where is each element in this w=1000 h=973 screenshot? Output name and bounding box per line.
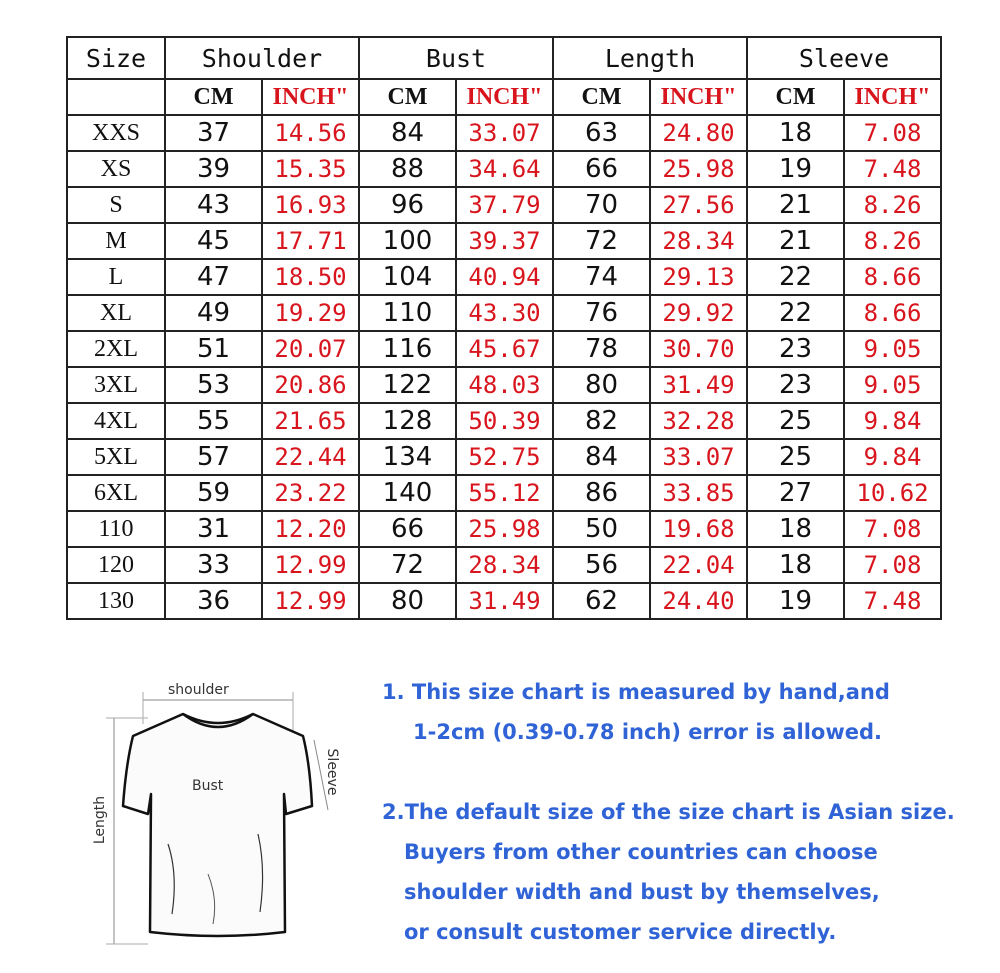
cm-value-cell: 33: [165, 547, 262, 583]
cm-value-cell: 27: [747, 475, 844, 511]
group-header-row: [67, 37, 941, 79]
inch-value-cell: 12.20: [262, 511, 359, 547]
tshirt-diagram: [88, 674, 348, 964]
table-row: [67, 115, 941, 151]
cm-value-cell: 36: [165, 583, 262, 619]
cm-value-cell: 22: [747, 259, 844, 295]
inch-value-cell: 29.13: [650, 259, 747, 295]
inch-value-cell: 9.84: [844, 439, 941, 475]
cm-value-cell: 25: [747, 403, 844, 439]
inch-value-cell: 18.50: [262, 259, 359, 295]
unit-header-blank: [67, 79, 165, 115]
cm-value-cell: 110: [359, 295, 456, 331]
inch-value-cell: 48.03: [456, 367, 553, 403]
cm-value-cell: 23: [747, 367, 844, 403]
shoulder-inch-header: INCH": [262, 79, 359, 115]
size-cell: 130: [67, 583, 165, 619]
size-cell: M: [67, 223, 165, 259]
inch-value-cell: 8.26: [844, 187, 941, 223]
inch-value-cell: 55.12: [456, 475, 553, 511]
size-cell: XXS: [67, 115, 165, 151]
cm-value-cell: 21: [747, 223, 844, 259]
inch-value-cell: 24.40: [650, 583, 747, 619]
inch-value-cell: 40.94: [456, 259, 553, 295]
inch-value-cell: 17.71: [262, 223, 359, 259]
cm-value-cell: 78: [553, 331, 650, 367]
cm-value-cell: 18: [747, 511, 844, 547]
inch-value-cell: 28.34: [650, 223, 747, 259]
cm-value-cell: 62: [553, 583, 650, 619]
table-row: [67, 511, 941, 547]
table-row: [67, 259, 941, 295]
length-inch-header: INCH": [650, 79, 747, 115]
cm-value-cell: 43: [165, 187, 262, 223]
size-cell: L: [67, 259, 165, 295]
bust-cm-header: CM: [359, 79, 456, 115]
cm-value-cell: 66: [553, 151, 650, 187]
size-cell: 120: [67, 547, 165, 583]
inch-value-cell: 50.39: [456, 403, 553, 439]
length-header: Length: [553, 37, 747, 79]
table-row: [67, 151, 941, 187]
inch-value-cell: 20.86: [262, 367, 359, 403]
diagram-sleeve-label: Sleeve: [324, 748, 340, 796]
inch-value-cell: 27.56: [650, 187, 747, 223]
diagram-bust-label: Bust: [192, 778, 224, 794]
cm-value-cell: 49: [165, 295, 262, 331]
table-row: [67, 439, 941, 475]
inch-value-cell: 19.68: [650, 511, 747, 547]
inch-value-cell: 23.22: [262, 475, 359, 511]
cm-value-cell: 100: [359, 223, 456, 259]
cm-value-cell: 23: [747, 331, 844, 367]
inch-value-cell: 52.75: [456, 439, 553, 475]
inch-value-cell: 34.64: [456, 151, 553, 187]
cm-value-cell: 84: [553, 439, 650, 475]
inch-value-cell: 22.44: [262, 439, 359, 475]
size-header: Size: [67, 37, 165, 79]
cm-value-cell: 18: [747, 115, 844, 151]
inch-value-cell: 9.05: [844, 367, 941, 403]
inch-value-cell: 33.85: [650, 475, 747, 511]
bust-header: Bust: [359, 37, 553, 79]
inch-value-cell: 12.99: [262, 547, 359, 583]
size-cell: 5XL: [67, 439, 165, 475]
diagram-shoulder-label: shoulder: [168, 682, 229, 698]
cm-value-cell: 47: [165, 259, 262, 295]
size-cell: 6XL: [67, 475, 165, 511]
cm-value-cell: 140: [359, 475, 456, 511]
inch-value-cell: 21.65: [262, 403, 359, 439]
note-line-2: 1-2cm (0.39-0.78 inch) error is allowed.: [413, 720, 882, 744]
cm-value-cell: 59: [165, 475, 262, 511]
inch-value-cell: 12.99: [262, 583, 359, 619]
unit-header-row: [67, 79, 941, 115]
tshirt-outline: [88, 674, 348, 964]
inch-value-cell: 32.28: [650, 403, 747, 439]
cm-value-cell: 55: [165, 403, 262, 439]
table-row: [67, 187, 941, 223]
sleeve-inch-header: INCH": [844, 79, 941, 115]
note-line-4: Buyers from other countries can choose: [404, 840, 878, 864]
note-line-6: or consult customer service directly.: [404, 920, 837, 944]
cm-value-cell: 96: [359, 187, 456, 223]
size-cell: XS: [67, 151, 165, 187]
cm-value-cell: 128: [359, 403, 456, 439]
size-cell: XL: [67, 295, 165, 331]
inch-value-cell: 10.62: [844, 475, 941, 511]
cm-value-cell: 80: [359, 583, 456, 619]
bust-inch-header: INCH": [456, 79, 553, 115]
cm-value-cell: 82: [553, 403, 650, 439]
inch-value-cell: 20.07: [262, 331, 359, 367]
table-row: [67, 367, 941, 403]
inch-value-cell: 45.67: [456, 331, 553, 367]
cm-value-cell: 19: [747, 151, 844, 187]
inch-value-cell: 15.35: [262, 151, 359, 187]
cm-value-cell: 66: [359, 511, 456, 547]
inch-value-cell: 9.84: [844, 403, 941, 439]
table-row: [67, 583, 941, 619]
size-cell: 4XL: [67, 403, 165, 439]
inch-value-cell: 31.49: [456, 583, 553, 619]
cm-value-cell: 122: [359, 367, 456, 403]
cm-value-cell: 72: [359, 547, 456, 583]
inch-value-cell: 16.93: [262, 187, 359, 223]
note-line-1: 1. This size chart is measured by hand,and: [382, 680, 890, 704]
note-line-3: 2.The default size of the size chart is Asian size.: [382, 800, 955, 824]
cm-value-cell: 31: [165, 511, 262, 547]
cm-value-cell: 21: [747, 187, 844, 223]
inch-value-cell: 7.48: [844, 151, 941, 187]
cm-value-cell: 22: [747, 295, 844, 331]
inch-value-cell: 19.29: [262, 295, 359, 331]
inch-value-cell: 24.80: [650, 115, 747, 151]
inch-value-cell: 33.07: [456, 115, 553, 151]
cm-value-cell: 74: [553, 259, 650, 295]
inch-value-cell: 31.49: [650, 367, 747, 403]
cm-value-cell: 19: [747, 583, 844, 619]
cm-value-cell: 80: [553, 367, 650, 403]
cm-value-cell: 72: [553, 223, 650, 259]
size-cell: 3XL: [67, 367, 165, 403]
size-rows: [67, 115, 941, 619]
inch-value-cell: 14.56: [262, 115, 359, 151]
inch-value-cell: 7.08: [844, 547, 941, 583]
inch-value-cell: 39.37: [456, 223, 553, 259]
cm-value-cell: 88: [359, 151, 456, 187]
cm-value-cell: 134: [359, 439, 456, 475]
size-chart-table: [66, 36, 942, 620]
inch-value-cell: 33.07: [650, 439, 747, 475]
inch-value-cell: 25.98: [456, 511, 553, 547]
shoulder-header: Shoulder: [165, 37, 359, 79]
cm-value-cell: 104: [359, 259, 456, 295]
inch-value-cell: 30.70: [650, 331, 747, 367]
inch-value-cell: 43.30: [456, 295, 553, 331]
cm-value-cell: 53: [165, 367, 262, 403]
cm-value-cell: 76: [553, 295, 650, 331]
length-cm-header: CM: [553, 79, 650, 115]
cm-value-cell: 37: [165, 115, 262, 151]
cm-value-cell: 56: [553, 547, 650, 583]
inch-value-cell: 8.66: [844, 259, 941, 295]
cm-value-cell: 25: [747, 439, 844, 475]
inch-value-cell: 37.79: [456, 187, 553, 223]
cm-value-cell: 18: [747, 547, 844, 583]
inch-value-cell: 22.04: [650, 547, 747, 583]
diagram-length-label: Length: [92, 795, 108, 845]
cm-value-cell: 57: [165, 439, 262, 475]
shoulder-cm-header: CM: [165, 79, 262, 115]
table-row: [67, 403, 941, 439]
inch-value-cell: 7.08: [844, 511, 941, 547]
cm-value-cell: 45: [165, 223, 262, 259]
size-cell: 110: [67, 511, 165, 547]
cm-value-cell: 39: [165, 151, 262, 187]
table-row: [67, 475, 941, 511]
inch-value-cell: 8.26: [844, 223, 941, 259]
sleeve-header: Sleeve: [747, 37, 941, 79]
inch-value-cell: 28.34: [456, 547, 553, 583]
cm-value-cell: 116: [359, 331, 456, 367]
inch-value-cell: 25.98: [650, 151, 747, 187]
note-line-5: shoulder width and bust by themselves,: [404, 880, 880, 904]
cm-value-cell: 70: [553, 187, 650, 223]
inch-value-cell: 9.05: [844, 331, 941, 367]
cm-value-cell: 84: [359, 115, 456, 151]
table-row: [67, 547, 941, 583]
inch-value-cell: 7.08: [844, 115, 941, 151]
inch-value-cell: 8.66: [844, 295, 941, 331]
table-row: [67, 223, 941, 259]
inch-value-cell: 29.92: [650, 295, 747, 331]
cm-value-cell: 51: [165, 331, 262, 367]
size-cell: 2XL: [67, 331, 165, 367]
table-row: [67, 331, 941, 367]
inch-value-cell: 7.48: [844, 583, 941, 619]
sleeve-cm-header: CM: [747, 79, 844, 115]
table-row: [67, 295, 941, 331]
cm-value-cell: 63: [553, 115, 650, 151]
cm-value-cell: 86: [553, 475, 650, 511]
cm-value-cell: 50: [553, 511, 650, 547]
size-cell: S: [67, 187, 165, 223]
